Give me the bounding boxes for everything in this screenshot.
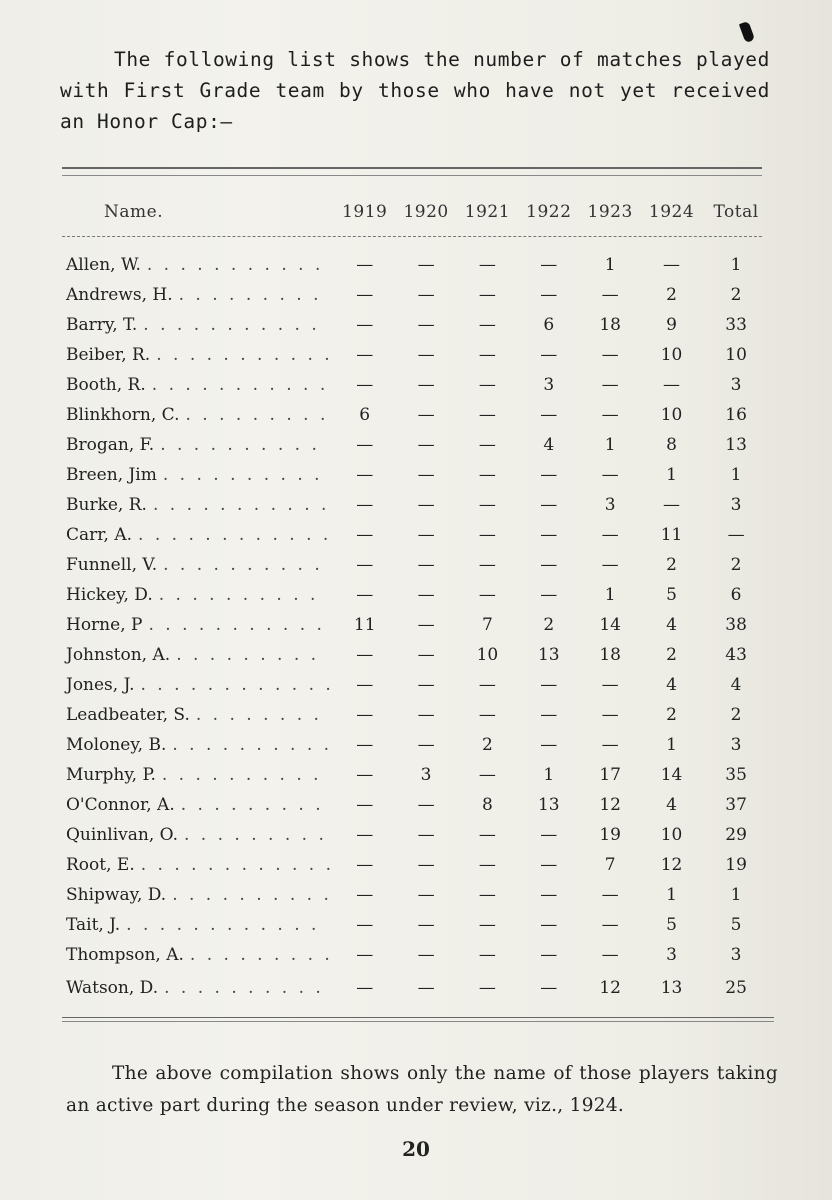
total-cell: 43 (725, 645, 747, 665)
year-1923-cell: 1 (604, 435, 616, 455)
player-name-cell (58, 610, 334, 640)
year-1924-cell: 1 (666, 735, 677, 755)
year-1922-cell: — (540, 735, 558, 755)
table-row (58, 970, 770, 1006)
year-1920-cell: — (417, 585, 435, 605)
total-cell: 33 (725, 315, 747, 335)
year-1924-cell: 2 (666, 285, 677, 305)
player-name: Andrews, H. (66, 285, 173, 305)
year-1922-cell: — (540, 885, 558, 905)
leader-dots: . . . . . . . . . . (163, 555, 323, 575)
year-1922-cell: 1 (543, 765, 555, 785)
table-body (58, 250, 770, 1006)
year-1920-cell: — (417, 645, 435, 665)
year-1924-cell: 10 (660, 405, 683, 425)
player-name-cell (58, 280, 334, 310)
table-row (58, 370, 770, 400)
year-1923-cell: 14 (599, 615, 621, 635)
table-header-row (58, 190, 770, 234)
year-1923-cell: 18 (599, 645, 621, 665)
total-cell: 35 (725, 765, 747, 785)
year-1919-cell: — (356, 645, 374, 665)
year-1922-cell: 3 (543, 375, 555, 395)
leader-dots: . . . . . . . . . . . (143, 315, 320, 335)
table-row (58, 880, 770, 910)
table-row (58, 700, 770, 730)
year-1919-cell: — (356, 978, 374, 998)
year-1922-cell: — (540, 825, 558, 845)
leader-dots: . . . . . . . . . . (161, 765, 322, 785)
table-row (58, 940, 770, 970)
total-cell: 3 (730, 945, 742, 965)
year-1923-cell: — (601, 945, 619, 965)
total-cell: 25 (725, 978, 747, 998)
leader-dots: . . . . . . . . . (184, 825, 327, 845)
leader-dots: . . . . . . . . . . . (146, 255, 324, 275)
year-1921-cell: 2 (482, 735, 493, 755)
table-row (58, 460, 770, 490)
year-1921-cell: — (478, 945, 496, 965)
year-1922-cell: — (540, 405, 558, 425)
year-1924-cell: — (663, 375, 680, 395)
leader-dots: . . . . . . . . . (180, 795, 324, 815)
player-name-cell (58, 790, 334, 820)
year-1924-cell: 1 (666, 465, 677, 485)
year-1921-cell: — (478, 885, 496, 905)
player-name: Breen, Jim (66, 465, 157, 485)
year-1921-cell: — (478, 855, 496, 875)
matches-table (58, 190, 770, 1006)
total-cell: 38 (725, 615, 747, 635)
year-1922-cell: — (540, 555, 558, 575)
year-1921-cell: — (478, 285, 496, 305)
year-1919-cell: — (356, 315, 374, 335)
year-1922-cell: — (540, 585, 558, 605)
header-year-1920: 1920 (403, 202, 449, 222)
year-1920-cell: — (417, 945, 435, 965)
page-number: 20 (402, 1137, 430, 1161)
year-1920-cell: — (417, 435, 435, 455)
year-1923-cell: — (601, 675, 619, 695)
year-1921-cell: — (478, 765, 496, 785)
year-1920-cell: — (417, 495, 435, 515)
table-row (58, 760, 770, 790)
total-cell: 5 (730, 915, 742, 935)
year-1921-cell: — (478, 978, 496, 998)
year-1923-cell: 18 (599, 315, 621, 335)
player-name-cell (58, 910, 334, 940)
year-1919-cell: — (356, 555, 374, 575)
year-1922-cell: — (540, 945, 558, 965)
player-name-cell (58, 340, 334, 370)
leader-dots: . . . . . . . . . . (164, 978, 324, 998)
year-1922-cell: — (540, 465, 558, 485)
player-name-cell (58, 640, 334, 670)
year-1919-cell: — (356, 855, 374, 875)
year-1922-cell: — (540, 525, 558, 545)
year-1920-cell: — (417, 465, 435, 485)
year-1922-cell: — (540, 705, 558, 725)
year-1924-cell: 11 (660, 525, 683, 545)
total-cell: 19 (725, 855, 747, 875)
year-1924-cell: 4 (666, 795, 677, 815)
player-name-cell (58, 550, 334, 580)
year-1919-cell: 11 (353, 615, 376, 635)
year-1920-cell: — (417, 345, 435, 365)
player-name: Barry, T. (66, 315, 138, 335)
player-name: Murphy, P. (66, 765, 156, 785)
year-1919-cell: — (356, 885, 374, 905)
player-name: Horne, P (66, 615, 143, 635)
player-name: Leadbeater, S. (66, 705, 190, 725)
year-1921-cell: — (478, 555, 496, 575)
year-1920-cell: — (417, 915, 435, 935)
player-name: Burke, R. (66, 495, 147, 515)
player-name-cell (58, 490, 334, 520)
top-rule-secondary (62, 175, 762, 176)
player-name-cell (58, 670, 334, 700)
table-row (58, 520, 770, 550)
total-cell: 2 (730, 555, 742, 575)
total-cell: 2 (730, 285, 742, 305)
year-1922-cell: — (540, 255, 558, 275)
year-1921-cell: — (478, 585, 496, 605)
bottom-rule (62, 1017, 774, 1018)
leader-dots: . . . . . . . . . . (158, 585, 319, 605)
year-1922-cell: 13 (537, 645, 560, 665)
leader-dots: . . . . . . . . . (189, 945, 333, 965)
year-1919-cell: — (356, 795, 374, 815)
year-1922-cell: 6 (543, 315, 555, 335)
year-1920-cell: 3 (420, 765, 432, 785)
player-name: Tait, J. (66, 915, 121, 935)
year-1919-cell: — (356, 525, 374, 545)
table-row (58, 820, 770, 850)
year-1922-cell: — (540, 285, 558, 305)
table-row (58, 730, 770, 760)
leader-dots: . . . . . . . . (195, 705, 322, 725)
year-1921-cell: 7 (482, 615, 493, 635)
player-name-cell (58, 460, 334, 490)
year-1920-cell: — (417, 525, 435, 545)
player-name-cell (58, 730, 334, 760)
year-1924-cell: — (663, 255, 680, 275)
table-row (58, 490, 770, 520)
player-name-cell (58, 520, 334, 550)
year-1923-cell: — (601, 405, 619, 425)
leader-dots: . . . . . . . . . . (172, 735, 333, 755)
player-name-cell (58, 700, 334, 730)
year-1923-cell: — (601, 915, 619, 935)
player-name: Jones, J. (66, 675, 135, 695)
leader-dots: . . . . . . . . . . . . (138, 525, 332, 545)
bottom-rule-secondary (62, 1021, 774, 1022)
year-1923-cell: — (601, 375, 619, 395)
leader-dots: . . . . . . . . . . . . (140, 855, 335, 875)
outro-paragraph: The above compilation shows only the name of those players taking an active part during the season under review, viz., 1924. (66, 1063, 778, 1116)
year-1920-cell: — (417, 315, 435, 335)
year-1923-cell: 7 (604, 855, 616, 875)
table-row (58, 640, 770, 670)
year-1919-cell: — (356, 465, 374, 485)
leader-dots: . . . . . . . . . . . . (126, 915, 320, 935)
leader-dots: . . . . . . . . . (176, 645, 320, 665)
leader-dots: . . . . . . . . . . (160, 435, 320, 455)
year-1919-cell: — (356, 735, 374, 755)
year-1920-cell: — (417, 675, 435, 695)
player-name: Shipway, D. (66, 885, 167, 905)
year-1924-cell: 13 (660, 978, 683, 998)
year-1922-cell: — (540, 345, 558, 365)
year-1922-cell: — (540, 495, 558, 515)
total-cell: 1 (730, 465, 742, 485)
player-name-cell (58, 310, 334, 340)
year-1923-cell: — (601, 525, 619, 545)
total-cell: 10 (725, 345, 747, 365)
total-cell: 2 (730, 705, 742, 725)
player-name: Booth, R. (66, 375, 146, 395)
year-1923-cell: 12 (599, 978, 621, 998)
year-1919-cell: — (356, 375, 374, 395)
year-1924-cell: 2 (666, 705, 677, 725)
header-name: Name. (104, 202, 164, 222)
total-cell: 13 (725, 435, 747, 455)
table-row (58, 280, 770, 310)
table-row (58, 340, 770, 370)
year-1921-cell: — (478, 405, 496, 425)
year-1921-cell: — (478, 675, 496, 695)
year-1920-cell: — (417, 405, 435, 425)
header-year-1921: 1921 (464, 202, 511, 222)
year-1924-cell: 2 (666, 645, 677, 665)
year-1921-cell: — (478, 315, 496, 335)
year-1921-cell: — (478, 435, 496, 455)
table-row (58, 310, 770, 340)
year-1924-cell: 9 (666, 315, 677, 335)
year-1924-cell: 2 (666, 555, 677, 575)
total-cell: 16 (725, 405, 747, 425)
total-cell: 3 (730, 735, 742, 755)
total-cell: 3 (730, 495, 742, 515)
year-1923-cell: 1 (604, 255, 616, 275)
year-1920-cell: — (417, 615, 435, 635)
player-name-cell (58, 400, 334, 430)
header-year-1923: 1923 (587, 202, 633, 222)
year-1923-cell: — (601, 705, 619, 725)
total-cell: 1 (730, 885, 742, 905)
year-1922-cell: 13 (537, 795, 560, 815)
total-cell: — (727, 525, 745, 545)
year-1923-cell: 3 (604, 495, 616, 515)
year-1920-cell: — (417, 735, 435, 755)
year-1919-cell: — (356, 345, 374, 365)
player-name-cell (58, 880, 334, 910)
year-1924-cell: 5 (666, 915, 677, 935)
year-1921-cell: — (478, 525, 496, 545)
leader-dots: . . . . . . . . . . . (152, 495, 330, 515)
year-1921-cell: — (478, 465, 496, 485)
player-name-cell (58, 580, 334, 610)
year-1924-cell: 1 (666, 885, 677, 905)
year-1920-cell: — (417, 255, 435, 275)
year-1923-cell: — (601, 735, 619, 755)
leader-dots: . . . . . . . . . . . (156, 345, 333, 365)
player-name: Beiber, R. (66, 345, 151, 365)
year-1922-cell: — (540, 915, 558, 935)
header-year-1922: 1922 (526, 202, 572, 222)
year-1924-cell: 10 (660, 825, 683, 845)
player-name: Thompson, A. (66, 945, 184, 965)
year-1922-cell: — (540, 675, 558, 695)
leader-dots: . . . . . . . . . . (162, 465, 323, 485)
total-cell: 1 (730, 255, 742, 275)
player-name-cell (58, 250, 334, 280)
year-1919-cell: — (356, 675, 374, 695)
year-1924-cell: 8 (666, 435, 677, 455)
intro-paragraph: The following list shows the number of matches played with First Grade team by those who have not yet received an Honor Cap:— (60, 48, 770, 133)
year-1923-cell: — (601, 465, 619, 485)
year-1921-cell: — (478, 915, 496, 935)
year-1924-cell: 3 (666, 945, 677, 965)
year-1921-cell: — (478, 375, 496, 395)
year-1922-cell: 4 (543, 435, 555, 455)
leader-dots: . . . . . . . . . (178, 285, 322, 305)
table-row (58, 850, 770, 880)
ink-mark (739, 21, 755, 43)
year-1920-cell: — (417, 855, 435, 875)
year-1924-cell: 14 (660, 765, 683, 785)
total-cell: 4 (730, 675, 742, 695)
year-1923-cell: — (601, 555, 619, 575)
player-name-cell (58, 370, 334, 400)
top-rule (62, 167, 762, 169)
player-name: Funnell, V. (66, 555, 158, 575)
year-1920-cell: — (417, 825, 435, 845)
year-1921-cell: — (478, 345, 496, 365)
year-1919-cell: — (356, 705, 374, 725)
player-name-cell (58, 970, 334, 1006)
table-row (58, 670, 770, 700)
leader-dots: . . . . . . . . . (185, 405, 329, 425)
year-1919-cell: — (356, 585, 374, 605)
total-cell: 29 (725, 825, 747, 845)
year-1923-cell: 1 (604, 585, 616, 605)
player-name-cell (58, 850, 334, 880)
table-row (58, 400, 770, 430)
year-1923-cell: 19 (599, 825, 621, 845)
year-1919-cell: — (356, 285, 374, 305)
player-name: Hickey, D. (66, 585, 153, 605)
player-name: O'Connor, A. (66, 795, 175, 815)
player-name: Brogan, F. (66, 435, 155, 455)
total-cell: 3 (730, 375, 742, 395)
player-name: Moloney, B. (66, 735, 167, 755)
total-cell: 37 (725, 795, 747, 815)
table-row (58, 910, 770, 940)
table-row (58, 610, 770, 640)
year-1921-cell: 8 (482, 795, 493, 815)
year-1924-cell: 4 (666, 615, 677, 635)
year-1920-cell: — (417, 978, 435, 998)
year-1920-cell: — (417, 285, 435, 305)
year-1919-cell: — (356, 945, 374, 965)
year-1924-cell: 4 (666, 675, 677, 695)
year-1924-cell: 12 (660, 855, 683, 875)
year-1921-cell: — (478, 255, 496, 275)
year-1923-cell: — (601, 285, 619, 305)
leader-dots: . . . . . . . . . . . (151, 375, 329, 395)
year-1924-cell: 10 (660, 345, 683, 365)
year-1919-cell: 6 (359, 405, 371, 425)
year-1922-cell: 2 (543, 615, 555, 635)
year-1923-cell: — (601, 345, 619, 365)
year-1919-cell: — (356, 435, 374, 455)
player-name-cell (58, 760, 334, 790)
table-row (58, 580, 770, 610)
player-name-cell (58, 820, 334, 850)
year-1921-cell: 10 (476, 645, 499, 665)
table-row (58, 550, 770, 580)
header-year-1924: 1924 (648, 202, 695, 222)
player-name: Quinlivan, O. (66, 825, 178, 845)
player-name: Root, E. (66, 855, 135, 875)
year-1923-cell: 12 (599, 795, 621, 815)
table-row (58, 250, 770, 280)
year-1921-cell: — (478, 495, 496, 515)
header-total: Total (713, 202, 759, 222)
year-1919-cell: — (356, 825, 374, 845)
table-row (58, 790, 770, 820)
year-1924-cell: — (663, 495, 680, 515)
header-rule (62, 236, 762, 237)
player-name: Blinkhorn, C. (66, 405, 180, 425)
player-name-cell (58, 940, 334, 970)
year-1923-cell: 17 (599, 765, 621, 785)
player-name: Allen, W. (66, 255, 141, 275)
leader-dots: . . . . . . . . . . . (148, 615, 325, 635)
table-row (58, 430, 770, 460)
year-1923-cell: — (601, 885, 619, 905)
year-1922-cell: — (540, 855, 558, 875)
header-year-1919: 1919 (342, 202, 388, 222)
year-1922-cell: — (540, 978, 558, 998)
year-1920-cell: — (417, 885, 435, 905)
year-1921-cell: — (478, 825, 496, 845)
year-1920-cell: — (417, 795, 435, 815)
year-1924-cell: 5 (666, 585, 677, 605)
year-1919-cell: — (356, 915, 374, 935)
player-name: Watson, D. (66, 978, 159, 998)
year-1920-cell: — (417, 375, 435, 395)
player-name: Johnston, A. (66, 645, 171, 665)
year-1919-cell: — (356, 495, 374, 515)
player-name: Carr, A. (66, 525, 133, 545)
leader-dots: . . . . . . . . . . . . (140, 675, 334, 695)
year-1920-cell: — (417, 555, 435, 575)
year-1920-cell: — (417, 705, 435, 725)
total-cell: 6 (730, 585, 742, 605)
year-1921-cell: — (478, 705, 496, 725)
year-1919-cell: — (356, 765, 374, 785)
leader-dots: . . . . . . . . . . (172, 885, 332, 905)
year-1919-cell: — (356, 255, 374, 275)
player-name-cell (58, 430, 334, 460)
